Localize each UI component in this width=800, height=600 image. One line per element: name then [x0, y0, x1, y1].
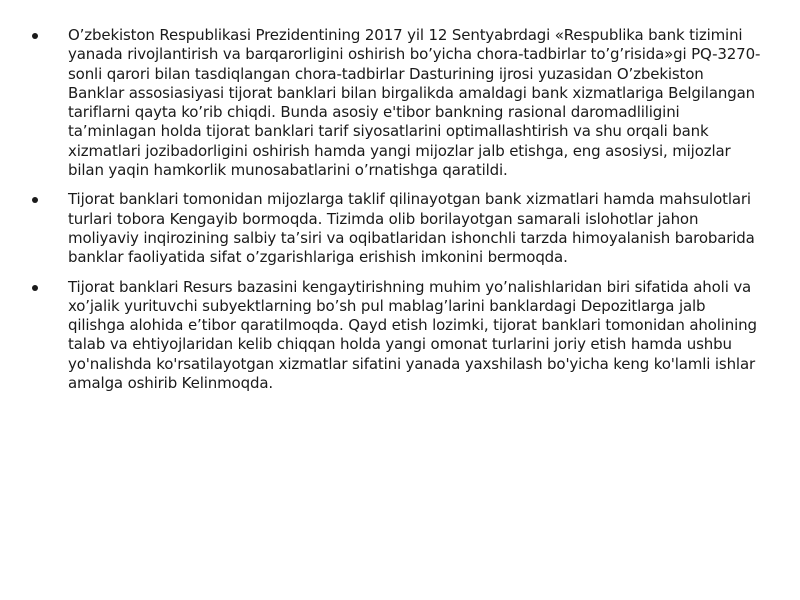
bullet-item [46, 278, 762, 394]
bullet-item [46, 190, 762, 267]
paragraph-text: Tijorat banklari tomonidan mijozlarga taklif qilinayotgan bank xizmatlari hamda mahsulotlari turlari tobora Kengayib bormoqda. Tizimda olib borilayotgan samarali islohotlar jahon moliyaviy inqirozining salbiy ta’siri va oqibatlaridan ishonchli tarzda himoyalanish barobarida banklar faoliyatida sifat o’zgarishlariga erishish imkonini bermoqda. [68, 190, 755, 267]
bullet-list [46, 26, 762, 403]
bullet-icon [32, 197, 38, 203]
paragraph-text: O’zbekiston Respublikasi Prezidentining 2017 yil 12 Sentyabrdagi «Respublika bank tizimini yanada rivojlantirish va barqarorligini oshirish bo’yicha chora-tadbirlar to’g’risida»gi PQ-3270-sonli qarori bilan tasdiqlangan chora-tadbirlar Dasturining ijrosi yuzasidan O’zbekiston Banklar assosiasiyasi tijorat banklari bilan birgalikda amaldagi bank xizmatlariga Belgilangan tariflarni qayta ko’rib chiqdi. Bunda asosiy e'tibor bankning rasional daromadliligini ta’minlagan holda tijorat banklari tarif siyosatlarini optimallashtirish va shu orqali bank xizmatlari jozibadorligini oshirish hamda yangi mijozlar jalb etishga, eng asosiysi, mijozlar bilan yaqin hamkorlik munosabatlarini o’rnatishga qaratildi. [68, 26, 761, 180]
bullet-icon [32, 285, 38, 291]
bullet-icon [32, 33, 38, 39]
bullet-item [46, 26, 762, 180]
paragraph-text: Tijorat banklari Resurs bazasini kengaytirishning muhim yo’nalishlaridan biri sifatida aholi va xo’jalik yurituvchi subyektlarning bo’sh pul mablag’larini banklardagi Depozitlarga jalb qilishga alohida e’tibor qaratilmoqda. Qayd etish lozimki, tijorat banklari tomonidan aholining talab va ehtiyojlaridan kelib chiqqan holda yangi omonat turlarini joriy etish hamda ushbu yo'nalishda ko'rsatilayotgan xizmatlar sifatini yanada yaxshilash bo'yicha keng ko'lamli ishlar amalga oshirib Kelinmoqda. [68, 277, 757, 393]
